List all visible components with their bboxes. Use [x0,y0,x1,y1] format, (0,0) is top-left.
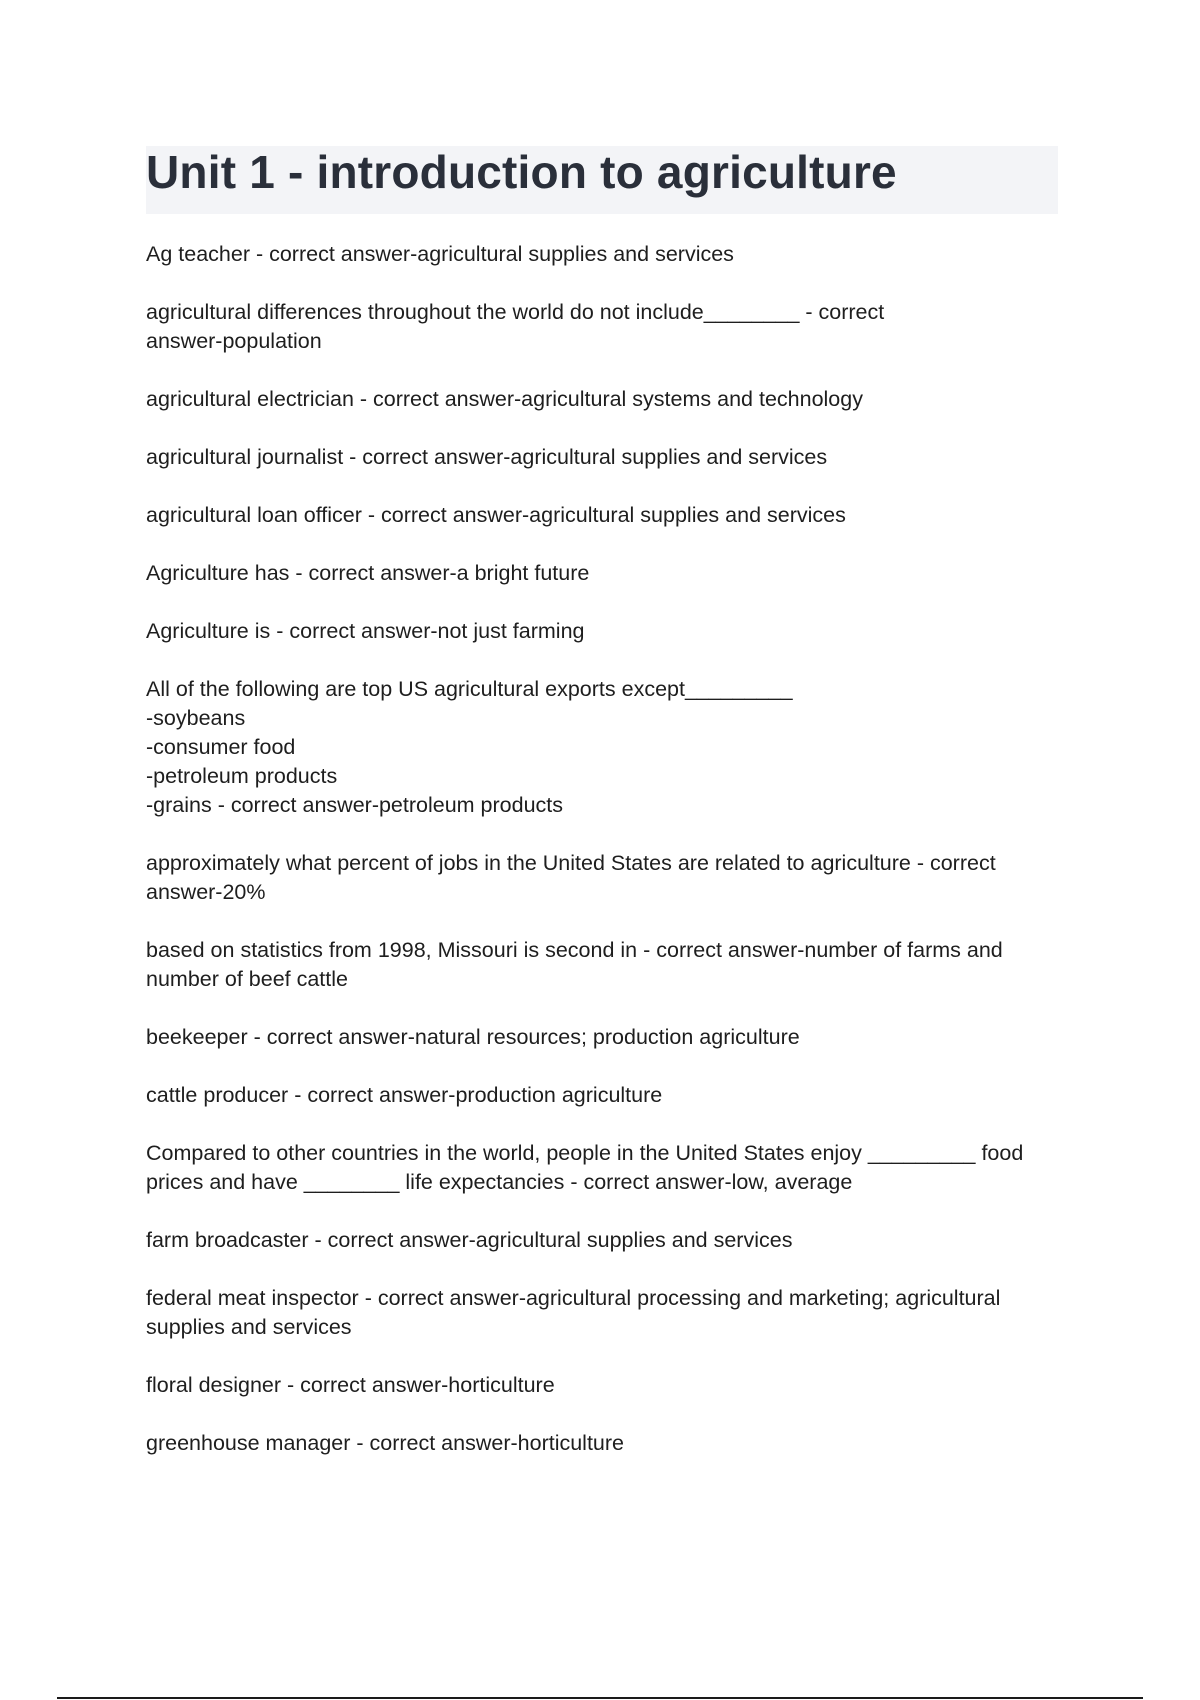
flashcard-entry: based on statistics from 1998, Missouri is second in - correct answer-number of farms and number of beef cattle [146,938,1003,991]
flashcard-entry: beekeeper - correct answer-natural resources; production agriculture [146,1025,800,1049]
flashcard-entry: All of the following are top US agricultural exports except_________ -soybeans -consumer food -petroleum products -grains - correct answer-petroleum products [146,677,793,817]
flashcard-entry: greenhouse manager - correct answer-horticulture [146,1431,625,1455]
flashcard-entry: approximately what percent of jobs in the United States are related to agriculture - correct answer-20% [146,851,996,904]
flashcard-entry: agricultural journalist - correct answer-agricultural supplies and services [146,445,828,469]
flashcard-entry: agricultural electrician - correct answer-agricultural systems and technology [146,387,863,411]
flashcard-entry: Agriculture has - correct answer-a bright future [146,561,590,585]
flashcard-entry: agricultural differences throughout the world do not include________ - correct answer-population [146,300,885,353]
flashcard-entry: federal meat inspector - correct answer-agricultural processing and marketing; agricultural supplies and services [146,1286,1001,1339]
flashcard-entry: Compared to other countries in the world, people in the United States enjoy _________ food prices and have ________ life expectancies - correct answer-low, average [146,1141,1024,1194]
flashcard-entry: agricultural loan officer - correct answer-agricultural supplies and services [146,503,846,527]
flashcard-entry: Ag teacher - correct answer-agricultural supplies and services [146,242,734,266]
flashcard-entry: cattle producer - correct answer-production agriculture [146,1083,663,1107]
flashcard-list [146,240,1058,1487]
page-title: Unit 1 - introduction to agriculture [146,146,897,198]
flashcard-entry: farm broadcaster - correct answer-agricultural supplies and services [146,1228,793,1252]
flashcard-entry: floral designer - correct answer-horticulture [146,1373,555,1397]
flashcard-entry: Agriculture is - correct answer-not just farming [146,619,585,643]
footer-divider [57,1697,1143,1699]
